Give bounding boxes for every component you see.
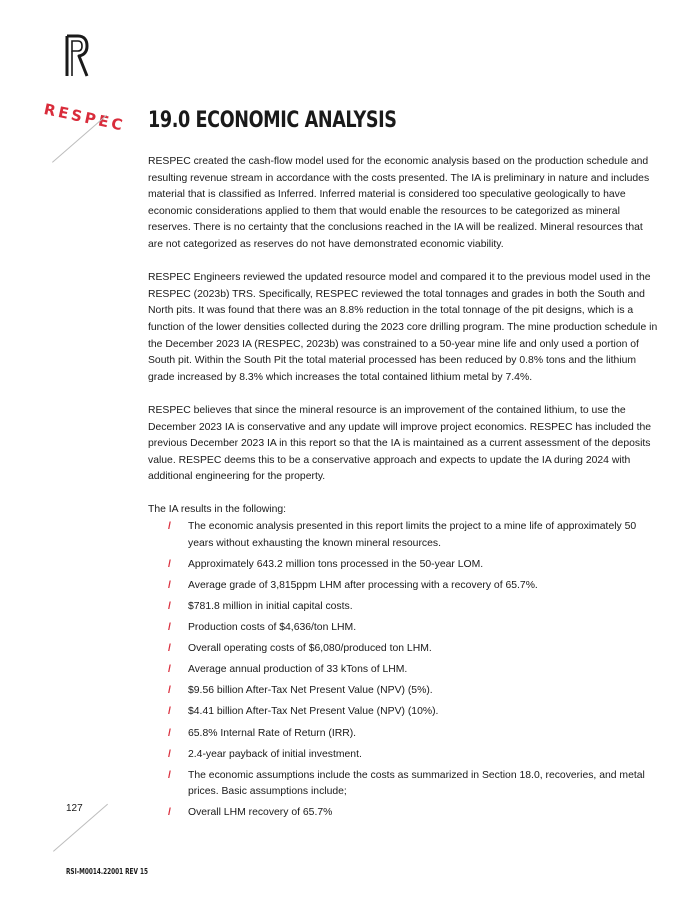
list-item	[148, 768, 658, 801]
list-item-text: Average grade of 3,815ppm LHM after processing with a recovery of 65.7%.	[188, 579, 538, 591]
list-item-text: Approximately 643.2 million tons processed in the 50-year LOM.	[188, 558, 484, 570]
bullet-slash-icon: /	[168, 706, 171, 718]
list-item-text: Production costs of $4,636/ton LHM.	[188, 622, 357, 634]
bullet-slash-icon: /	[168, 622, 171, 634]
bullet-slash-icon: /	[168, 807, 171, 819]
bullet-slash-icon: /	[168, 643, 171, 655]
section-heading: 19.0 ECONOMIC ANALYSIS	[148, 108, 397, 133]
paragraph: RESPEC created the cash-flow model used for the economic analysis based on the production schedule and resulting revenue stream in accordance with the costs presented. The IA is preliminary in nature and includes material that is classified as Inferred. Inferred material is considered too speculative geologically to have economic considerations applied to them that would enable the resources to be categorized as mineral reserves. There is no certainty that the conclusions reached in the IA will be realized. Mineral resources that are not categorized as reserves do not have demonstrated economic viability.	[148, 156, 650, 250]
list-item-text: $4.41 billion After-Tax Net Present Value (NPV) (10%).	[188, 706, 439, 718]
page-number: 127	[66, 803, 83, 814]
list-item-text: The economic assumptions include the costs as summarized in Section 18.0, recoveries, and metal prices. Basic assumptions include;	[188, 769, 645, 798]
list-item	[148, 805, 658, 822]
bullet-slash-icon: /	[168, 600, 171, 612]
bullet-slash-icon: /	[168, 727, 171, 739]
brand-wordmark: RESPEC	[42, 100, 128, 135]
bullet-slash-icon: /	[168, 579, 171, 591]
list-item-text: 65.8% Internal Rate of Return (IRR).	[188, 727, 357, 739]
list-item	[148, 726, 658, 743]
list-item	[148, 519, 658, 552]
bullet-slash-icon: /	[168, 769, 171, 781]
results-intro: The IA results in the following:	[148, 504, 287, 516]
list-item	[148, 620, 658, 637]
bullet-slash-icon: /	[168, 521, 171, 533]
bullet-slash-icon: /	[168, 748, 171, 760]
paragraph: RESPEC believes that since the mineral resource is an improvement of the contained lithium, to use the December 2023 IA is conservative and any update will improve project economics. RESPEC has included the previous December 2023 IA in this report so that the IA is maintained as a current assessment of the deposits value. RESPEC deems this to be a conservative approach and expects to update the IA during 2024 with additional engineering for the property.	[148, 404, 652, 483]
document-id: RSI-M0014.22001 REV 15	[66, 867, 148, 876]
list-item	[148, 662, 658, 679]
list-item-text: $9.56 billion After-Tax Net Present Value (NPV) (5%).	[188, 685, 433, 697]
paragraph: RESPEC Engineers reviewed the updated resource model and compared it to the previous model used in the RESPEC (2023b) TRS. Specifically, RESPEC reviewed the total tonnages and grades in both the South and North pits. It was found that there was an 8.8% reduction in the total tonnage of the pit designs, which is a function of the lower densities collected during the 2023 core drilling program. The mine production schedule in the December 2023 IA (RESPEC, 2023b) was constrained to a 50-year mine life and only used a portion of South pit. Within the South Pit the total material processed has been reduced by 0.8% tons and the lithium grade increased by 8.3% which increases the total contained lithium metal by 7.4%.	[148, 272, 658, 383]
list-item-text: The economic analysis presented in this report limits the project to a mine life of approximately 50 years without exhausting the known mineral resources.	[188, 521, 637, 549]
body-content	[148, 154, 658, 826]
bullet-slash-icon: /	[168, 558, 171, 570]
bullet-slash-icon: /	[168, 685, 171, 697]
results-list	[148, 519, 658, 822]
list-item-text: Overall operating costs of $6,080/produced ton LHM.	[188, 643, 432, 655]
list-item-text: Average annual production of 33 kTons of LHM.	[188, 664, 408, 676]
list-item-text: $781.8 million in initial capital costs.	[188, 600, 353, 612]
list-item-text: Overall LHM recovery of 65.7%	[188, 807, 333, 819]
list-item	[148, 578, 658, 595]
list-item	[148, 599, 658, 616]
list-item	[148, 641, 658, 658]
list-item-text: 2.4-year payback of initial investment.	[188, 748, 362, 760]
list-item	[148, 747, 658, 764]
respec-r-mark-icon	[64, 34, 90, 78]
list-item	[148, 683, 658, 700]
list-item	[148, 557, 658, 574]
bullet-slash-icon: /	[168, 664, 171, 676]
list-item	[148, 704, 658, 721]
